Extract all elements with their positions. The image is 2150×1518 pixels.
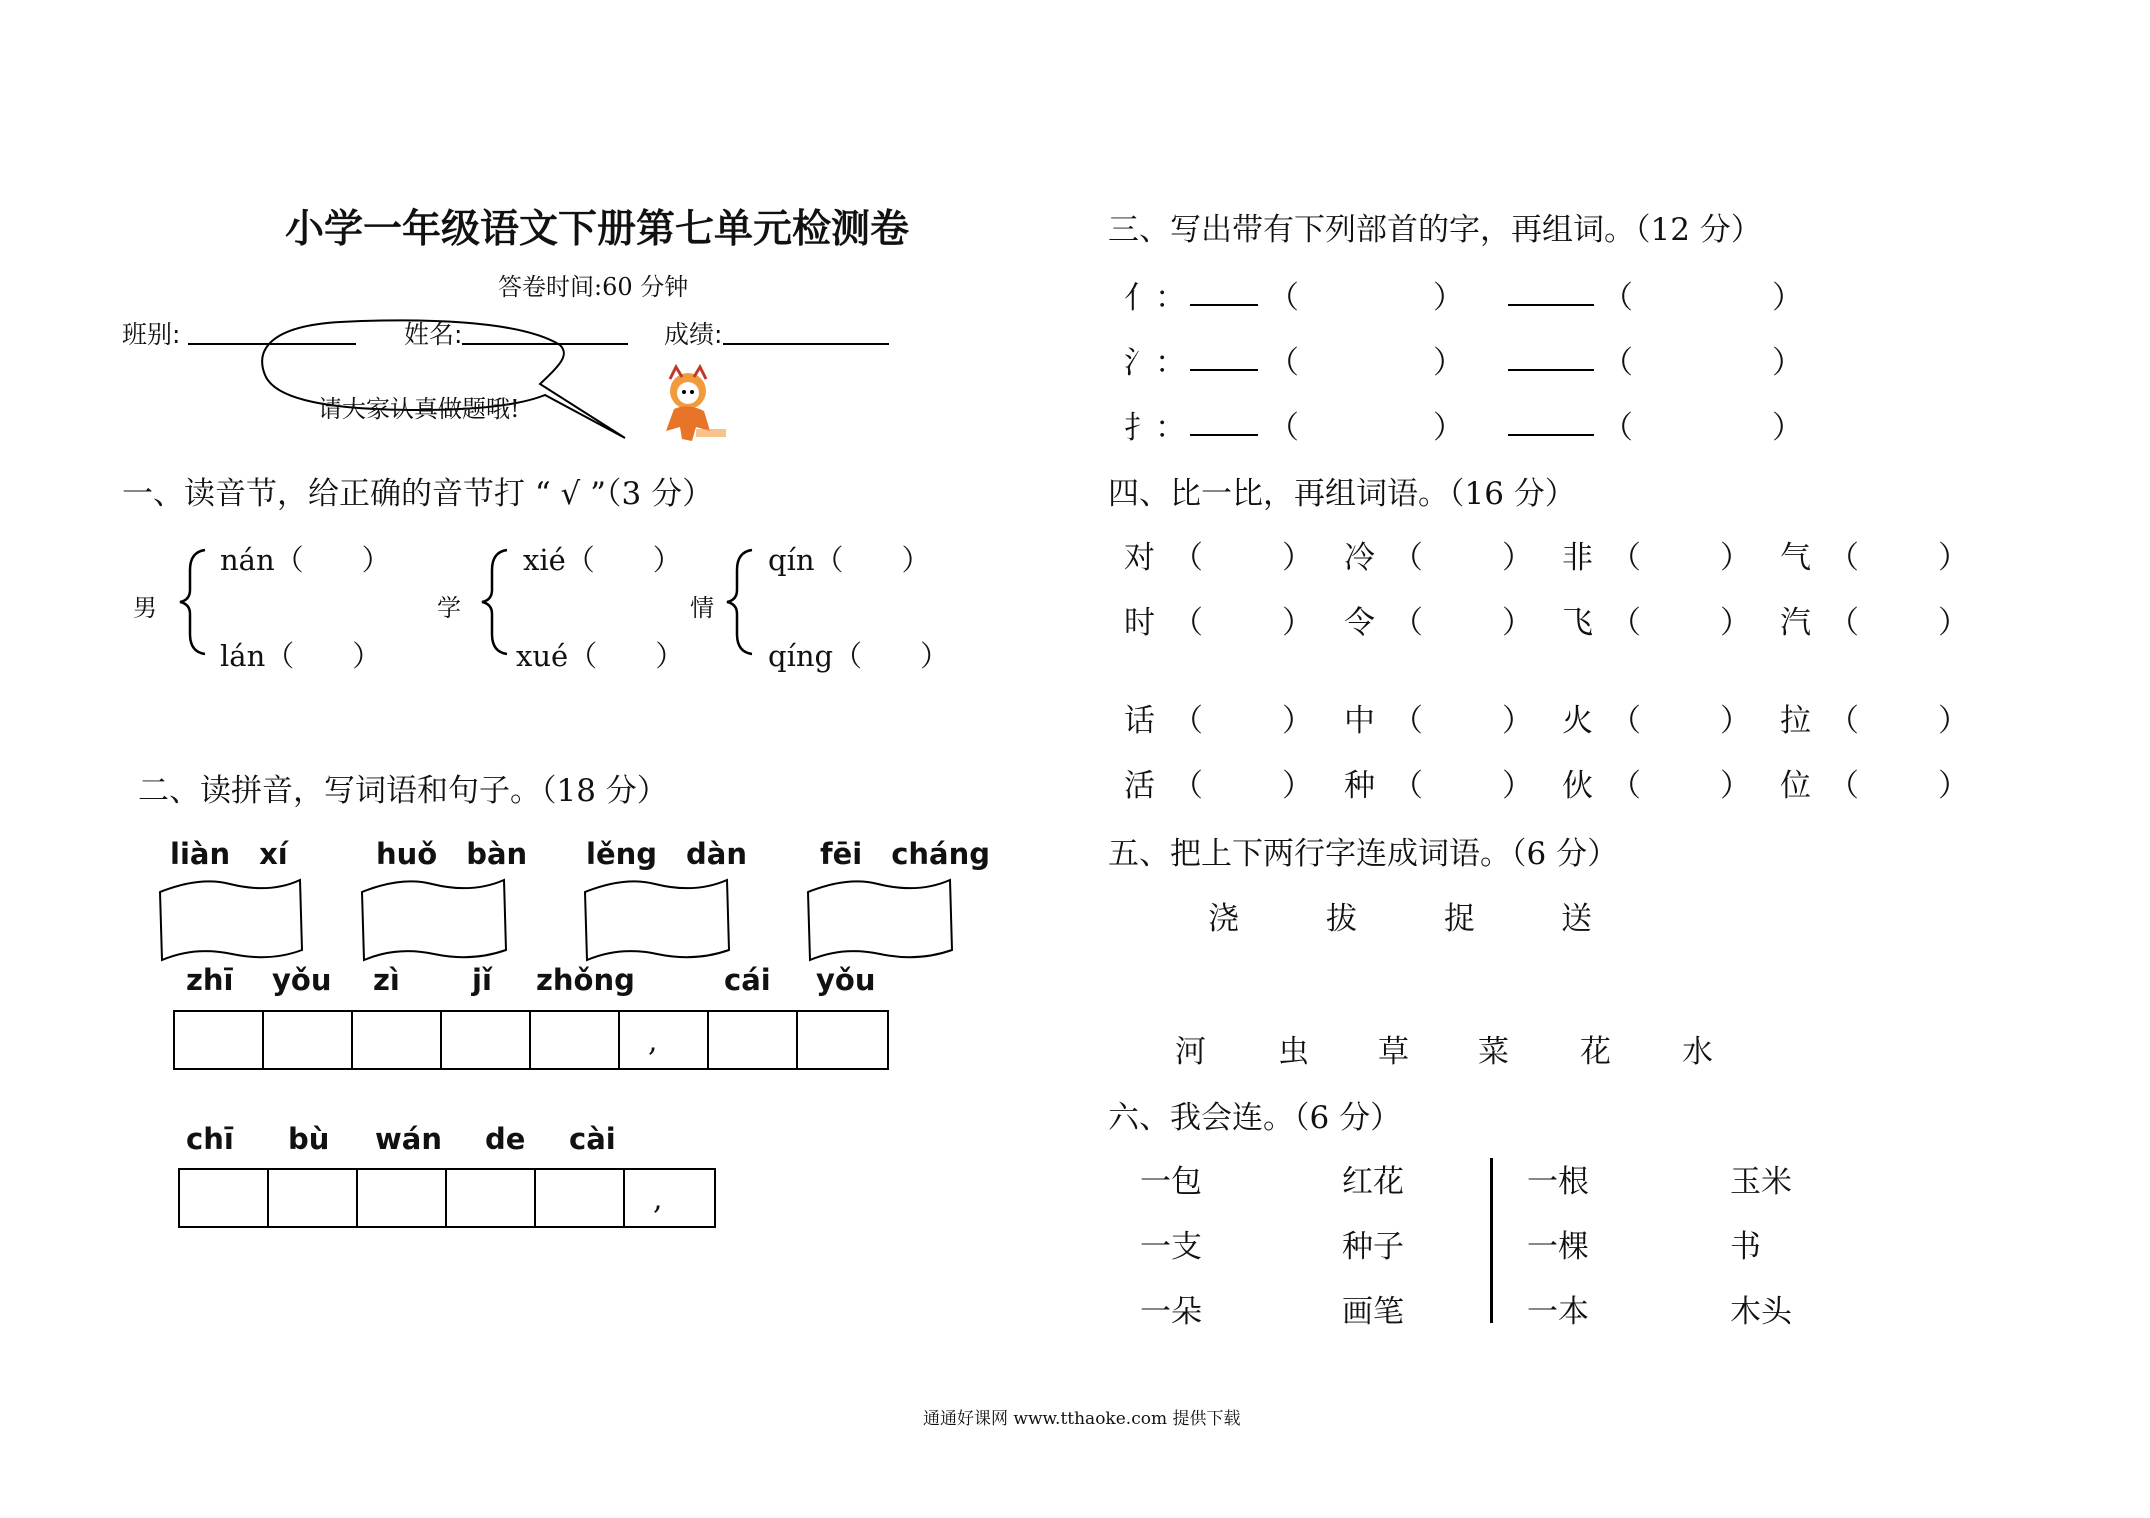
q2-word-feichang: fēi cháng (820, 837, 991, 871)
grid-cell[interactable] (798, 1012, 887, 1068)
q2-s1-ji: jǐ (472, 963, 492, 997)
q6-left-noun[interactable]: 画笔 (1342, 1294, 1404, 1330)
q4-paren-close: ） (1720, 703, 1751, 739)
q4-char: 火 (1562, 703, 1593, 739)
grid-cell[interactable] (269, 1170, 358, 1226)
grid-cell[interactable] (264, 1012, 353, 1068)
q5-top-song[interactable]: 送 (1561, 901, 1592, 937)
q2-s1-zi: zì (373, 963, 400, 997)
q6-right-noun[interactable]: 玉米 (1730, 1164, 1792, 1200)
q1-char-nan: 男 (133, 594, 157, 622)
q3-paren-open: （ (1268, 345, 1299, 381)
grid-cell[interactable] (709, 1012, 798, 1068)
q3-radical-ren: 亻： (1124, 280, 1186, 316)
q1-option-xie[interactable]: xié（ ） (523, 543, 682, 577)
q4-paren-close: ） (1282, 703, 1313, 739)
q3-paren-close: ） (1772, 345, 1803, 381)
grid-cell[interactable] (353, 1012, 442, 1068)
q4-char: 令 (1344, 605, 1375, 641)
q2-s2-cai: cài (569, 1122, 616, 1156)
q4-paren-close: ） (1720, 540, 1751, 576)
q3-paren-open: （ (1268, 410, 1299, 446)
q3-paren-close: ） (1772, 410, 1803, 446)
q2-s1-you2: yǒu (816, 963, 876, 997)
q4-paren-open[interactable]: （ (1828, 540, 1859, 576)
q3-blank[interactable] (1508, 304, 1594, 306)
q6-right-noun[interactable]: 书 (1730, 1229, 1761, 1265)
q4-char: 话 (1124, 703, 1155, 739)
q4-paren-close: ） (1502, 703, 1533, 739)
q5-bottom-shui[interactable]: 水 (1682, 1034, 1713, 1070)
q3-paren-close: ） (1772, 280, 1803, 316)
q4-paren-close: ） (1938, 540, 1969, 576)
q6-left-measure[interactable]: 一朵 (1140, 1294, 1202, 1330)
q5-bottom-hua[interactable]: 花 (1580, 1034, 1611, 1070)
q4-paren-close: ） (1502, 605, 1533, 641)
q2-sentence2-grid[interactable] (178, 1168, 716, 1228)
q3-heading: 三、写出带有下列部首的字，再组词。（12 分） (1108, 212, 1762, 248)
q6-left-noun[interactable]: 红花 (1342, 1164, 1404, 1200)
q4-paren-close: ） (1282, 540, 1313, 576)
class-label: 班别: (122, 320, 181, 349)
q4-paren-open[interactable]: （ (1610, 768, 1641, 804)
q2-s1-you: yǒu (272, 963, 332, 997)
q3-paren-open: （ (1602, 410, 1633, 446)
q4-paren-close: ） (1938, 605, 1969, 641)
grid-cell[interactable] (442, 1012, 531, 1068)
q2-s2-chi: chī (186, 1122, 234, 1156)
q4-char: 活 (1124, 768, 1155, 804)
q4-paren-open[interactable]: （ (1392, 703, 1423, 739)
q4-paren-open[interactable]: （ (1392, 540, 1423, 576)
q2-word-lianxi: liàn xí (170, 837, 288, 871)
q2-s1-cai: cái (724, 963, 771, 997)
q6-left-measure[interactable]: 一支 (1140, 1229, 1202, 1265)
q5-top-zhuo[interactable]: 捉 (1444, 901, 1475, 937)
exam-time: 答卷时间:60 分钟 (498, 273, 689, 301)
grid-cell[interactable] (175, 1012, 264, 1068)
q5-bottom-cao[interactable]: 草 (1378, 1034, 1409, 1070)
q4-char: 飞 (1562, 605, 1593, 641)
q3-blank[interactable] (1190, 434, 1258, 436)
q1-option-qing[interactable]: qíng（ ） (768, 639, 950, 673)
q4-char: 拉 (1780, 703, 1811, 739)
q2-s2-de: de (485, 1122, 526, 1156)
q4-char: 中 (1344, 703, 1375, 739)
q4-paren-close: ） (1938, 703, 1969, 739)
q4-paren-close: ） (1282, 768, 1313, 804)
q4-char: 种 (1344, 768, 1375, 804)
q2-s1-zhi: zhī (186, 963, 234, 997)
score-label: 成绩: (664, 320, 723, 349)
q4-paren-open[interactable]: （ (1392, 605, 1423, 641)
q4-paren-open[interactable]: （ (1610, 605, 1641, 641)
grid-cell[interactable] (180, 1170, 269, 1226)
q3-paren-close: ） (1433, 410, 1464, 446)
q6-heading: 六、我会连。（6 分） (1108, 1100, 1402, 1136)
q2-heading: 二、读拼音，写词语和句子。（18 分） (138, 773, 668, 809)
q4-paren-close: ） (1502, 768, 1533, 804)
q4-paren-open[interactable]: （ (1172, 703, 1203, 739)
grid-cell[interactable] (531, 1012, 620, 1068)
q4-char: 时 (1124, 605, 1155, 641)
q6-right-noun[interactable]: 木头 (1730, 1294, 1792, 1330)
grid-cell[interactable] (536, 1170, 625, 1226)
q5-bottom-cai[interactable]: 菜 (1478, 1034, 1509, 1070)
q4-paren-open[interactable]: （ (1172, 605, 1203, 641)
q3-paren-close: ） (1433, 345, 1464, 381)
q2-s1-zhong: zhǒng (536, 963, 635, 997)
q5-top-jiao[interactable]: 浇 (1208, 901, 1239, 937)
comma-mark: , (653, 1182, 663, 1217)
q1-heading: 一、读音节，给正确的音节打 “ √ ”（3 分） (122, 476, 714, 512)
q3-paren-open: （ (1268, 280, 1299, 316)
comma-mark: , (648, 1024, 658, 1059)
q1-option-xue[interactable]: xué（ ） (516, 639, 685, 673)
q4-paren-close: ） (1720, 768, 1751, 804)
q2-word-lengdan: lěng dàn (586, 837, 747, 871)
q4-char: 冷 (1344, 540, 1375, 576)
q2-sentence1-grid[interactable] (173, 1010, 889, 1070)
q4-paren-close: ） (1282, 605, 1313, 641)
q6-divider (1490, 1158, 1493, 1323)
grid-cell[interactable] (358, 1170, 447, 1226)
q6-right-measure[interactable]: 一本 (1527, 1294, 1589, 1330)
q1-option-nan[interactable]: nán（ ） (220, 543, 391, 577)
q1-option-qin[interactable]: qín（ ） (768, 543, 931, 577)
q3-blank[interactable] (1190, 369, 1258, 371)
q4-paren-close: ） (1938, 768, 1969, 804)
q4-paren-close: ） (1720, 605, 1751, 641)
grid-cell[interactable] (625, 1170, 714, 1226)
q5-heading: 五、把上下两行字连成词语。（6 分） (1108, 836, 1619, 872)
grid-cell[interactable] (447, 1170, 536, 1226)
q1-option-lan[interactable]: lán（ ） (220, 639, 382, 673)
q4-char: 汽 (1780, 605, 1811, 641)
q3-blank[interactable] (1190, 304, 1258, 306)
q3-paren-open: （ (1602, 345, 1633, 381)
q6-left-measure[interactable]: 一包 (1140, 1164, 1202, 1200)
q4-heading: 四、比一比，再组词语。（16 分） (1108, 476, 1576, 512)
q6-right-measure[interactable]: 一根 (1527, 1164, 1589, 1200)
q4-paren-open[interactable]: （ (1172, 540, 1203, 576)
q3-paren-close: ） (1433, 280, 1464, 316)
q1-char-xue: 学 (437, 594, 461, 622)
q4-char: 对 (1124, 540, 1155, 576)
q6-right-measure[interactable]: 一棵 (1527, 1229, 1589, 1265)
q5-bottom-he[interactable]: 河 (1175, 1034, 1206, 1070)
q4-paren-open[interactable]: （ (1610, 703, 1641, 739)
q1-char-qing: 情 (690, 594, 714, 622)
q3-radical-shui: 氵： (1124, 345, 1186, 381)
q5-top-ba[interactable]: 拔 (1326, 901, 1357, 937)
q3-paren-open: （ (1602, 280, 1633, 316)
q3-radical-shou: 扌： (1124, 410, 1186, 446)
grid-cell[interactable] (620, 1012, 709, 1068)
q4-paren-open[interactable]: （ (1392, 768, 1423, 804)
q5-bottom-chong[interactable]: 虫 (1278, 1034, 1309, 1070)
q4-char: 伙 (1562, 768, 1593, 804)
speech-bubble-text: 请大家认真做题哦! (318, 395, 520, 423)
q3-blank[interactable] (1508, 369, 1594, 371)
q4-paren-open[interactable]: （ (1828, 605, 1859, 641)
page-title: 小学一年级语文下册第七单元检测卷 (285, 206, 910, 252)
q2-s2-bu: bù (288, 1122, 330, 1156)
q2-word-huoban: huǒ bàn (376, 837, 528, 871)
q4-paren-open[interactable]: （ (1828, 703, 1859, 739)
q4-paren-open[interactable]: （ (1610, 540, 1641, 576)
q4-paren-open[interactable]: （ (1172, 768, 1203, 804)
q2-s2-wan: wán (375, 1122, 443, 1156)
q4-paren-close: ） (1502, 540, 1533, 576)
q4-char: 气 (1780, 540, 1811, 576)
q4-char: 位 (1780, 768, 1811, 804)
footer-credit: 通通好课网 www.tthaoke.com 提供下载 (923, 1409, 1241, 1429)
name-label: 姓名: (404, 320, 463, 349)
q4-char: 非 (1562, 540, 1593, 576)
q3-blank[interactable] (1508, 434, 1594, 436)
q4-paren-open[interactable]: （ (1828, 768, 1859, 804)
q6-left-noun[interactable]: 种子 (1342, 1229, 1404, 1265)
